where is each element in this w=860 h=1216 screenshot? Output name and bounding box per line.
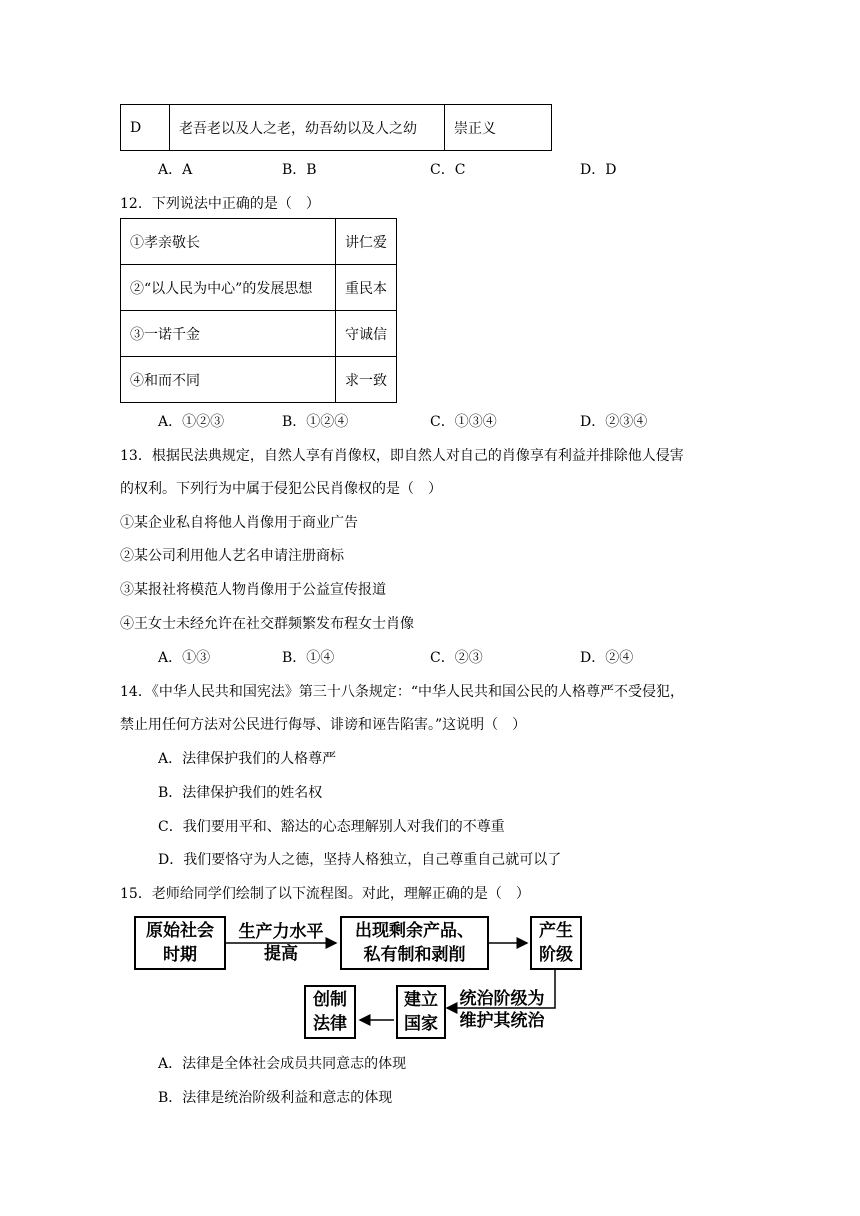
q12-row-1-item: ①孝亲敬长 (121, 219, 336, 265)
flow-box-surplus-products (340, 916, 489, 970)
q12-row-4-value: 求一致 (336, 357, 397, 403)
q12-row-3-value: 守诚信 (336, 311, 397, 357)
flow-label1-line2: 提高 (264, 944, 298, 964)
q11-row-d-virtue: 崇正义 (445, 105, 552, 151)
q14-stem-line1: 14．《中华人民共和国宪法》第三十八条规定：“中华人民共和国公民的人格尊严不受侵犯， (120, 684, 684, 700)
flow-box-classes (530, 916, 582, 970)
q14-stem-line2: 禁止用任何方法对公民进行侮辱、诽谤和诬告陷害。”这说明（ ） (120, 717, 527, 733)
q12-option-d[interactable]: D．②③④ (580, 414, 648, 430)
q12-stem: 12．下列说法中正确的是（ ） (120, 196, 320, 212)
q15-option-a[interactable]: A．法律是全体社会成员共同意志的体现 (158, 1056, 407, 1072)
flow-box3-line2: 阶级 (539, 945, 573, 965)
q13-option-c[interactable]: C．②③ (430, 650, 483, 666)
flow-box2-line1: 出现剩余产品、 (355, 921, 474, 941)
flow-box5-line1: 创制 (313, 990, 347, 1010)
q13-item-1: ①某企业私自将他人肖像用于商业广告 (120, 515, 358, 531)
q14-option-c[interactable]: C．我们要用平和、豁达的心态理解别人对我们的不尊重 (158, 819, 505, 835)
q12-row-1-value: 讲仁爱 (336, 219, 397, 265)
q11-option-c[interactable]: C．C (430, 162, 466, 178)
flow-label-productivity (228, 921, 334, 965)
q14-option-a[interactable]: A．法律保护我们的人格尊严 (158, 751, 337, 767)
q12-option-a[interactable]: A．①②③ (158, 414, 225, 430)
flow-label-ruling-class (450, 988, 554, 1032)
q12-option-c[interactable]: C．①③④ (430, 414, 497, 430)
q12-option-b[interactable]: B．①②④ (282, 414, 349, 430)
flow-box-law (304, 985, 356, 1039)
q14-option-b[interactable]: B．法律保护我们的姓名权 (158, 785, 323, 801)
q13-option-d[interactable]: D．②④ (580, 650, 634, 666)
flow-box4-line1: 建立 (404, 990, 438, 1010)
q11-option-b[interactable]: B．B (282, 162, 317, 178)
q12-row-4-item: ④和而不同 (121, 357, 336, 403)
flow-label2-line2: 维护其统治 (459, 1011, 545, 1031)
q13-option-b[interactable]: B．①④ (282, 650, 335, 666)
flow-box4-line2: 国家 (404, 1014, 438, 1034)
q13-item-4: ④王女士未经允许在社交群频繁发布程女士肖像 (120, 616, 414, 632)
q13-stem-line1: 13．根据民法典规定，自然人享有肖像权，即自然人对自己的肖像享有利益并排除他人侵害 (120, 448, 684, 464)
flow-box3-line1: 产生 (539, 921, 573, 941)
flow-box5-line2: 法律 (313, 1014, 347, 1034)
flow-box1-line1: 原始社会 (146, 921, 214, 941)
q11-option-a[interactable]: A．A (158, 162, 193, 178)
q11-row-d-letter: D (121, 105, 170, 151)
q13-stem-line2: 的权利。下列行为中属于侵犯公民肖像权的是（ ） (120, 481, 442, 497)
q12-row-2-item: ②“以人民为中心”的发展思想 (121, 265, 336, 311)
q14-option-d[interactable]: D．我们要恪守为人之德，坚持人格独立，自己尊重自己就可以了 (158, 852, 562, 868)
q11-row-d-content: 老吾老以及人之老，幼吾幼以及人之幼 (170, 105, 445, 151)
q15-option-b[interactable]: B．法律是统治阶级利益和意志的体现 (158, 1090, 393, 1106)
q12-row-3-item: ③一诺千金 (121, 311, 336, 357)
q15-stem: 15．老师给同学们绘制了以下流程图。对此，理解正确的是（ ） (120, 886, 530, 902)
flow-box-primitive-society (134, 916, 226, 970)
q12-row-2-value: 重民本 (336, 265, 397, 311)
q13-item-2: ②某公司利用他人艺名申请注册商标 (120, 548, 344, 564)
flow-label1-line1: 生产力水平 (238, 922, 324, 942)
flow-box-state (396, 985, 446, 1039)
q13-option-a[interactable]: A．①③ (158, 650, 211, 666)
flow-box1-line2: 时期 (163, 945, 197, 965)
flow-box2-line2: 私有制和剥削 (363, 945, 466, 965)
q11-option-d[interactable]: D．D (580, 162, 617, 178)
q13-item-3: ③某报社将模范人物肖像用于公益宣传报道 (120, 582, 386, 598)
flow-label2-line1: 统治阶级为 (459, 989, 545, 1009)
